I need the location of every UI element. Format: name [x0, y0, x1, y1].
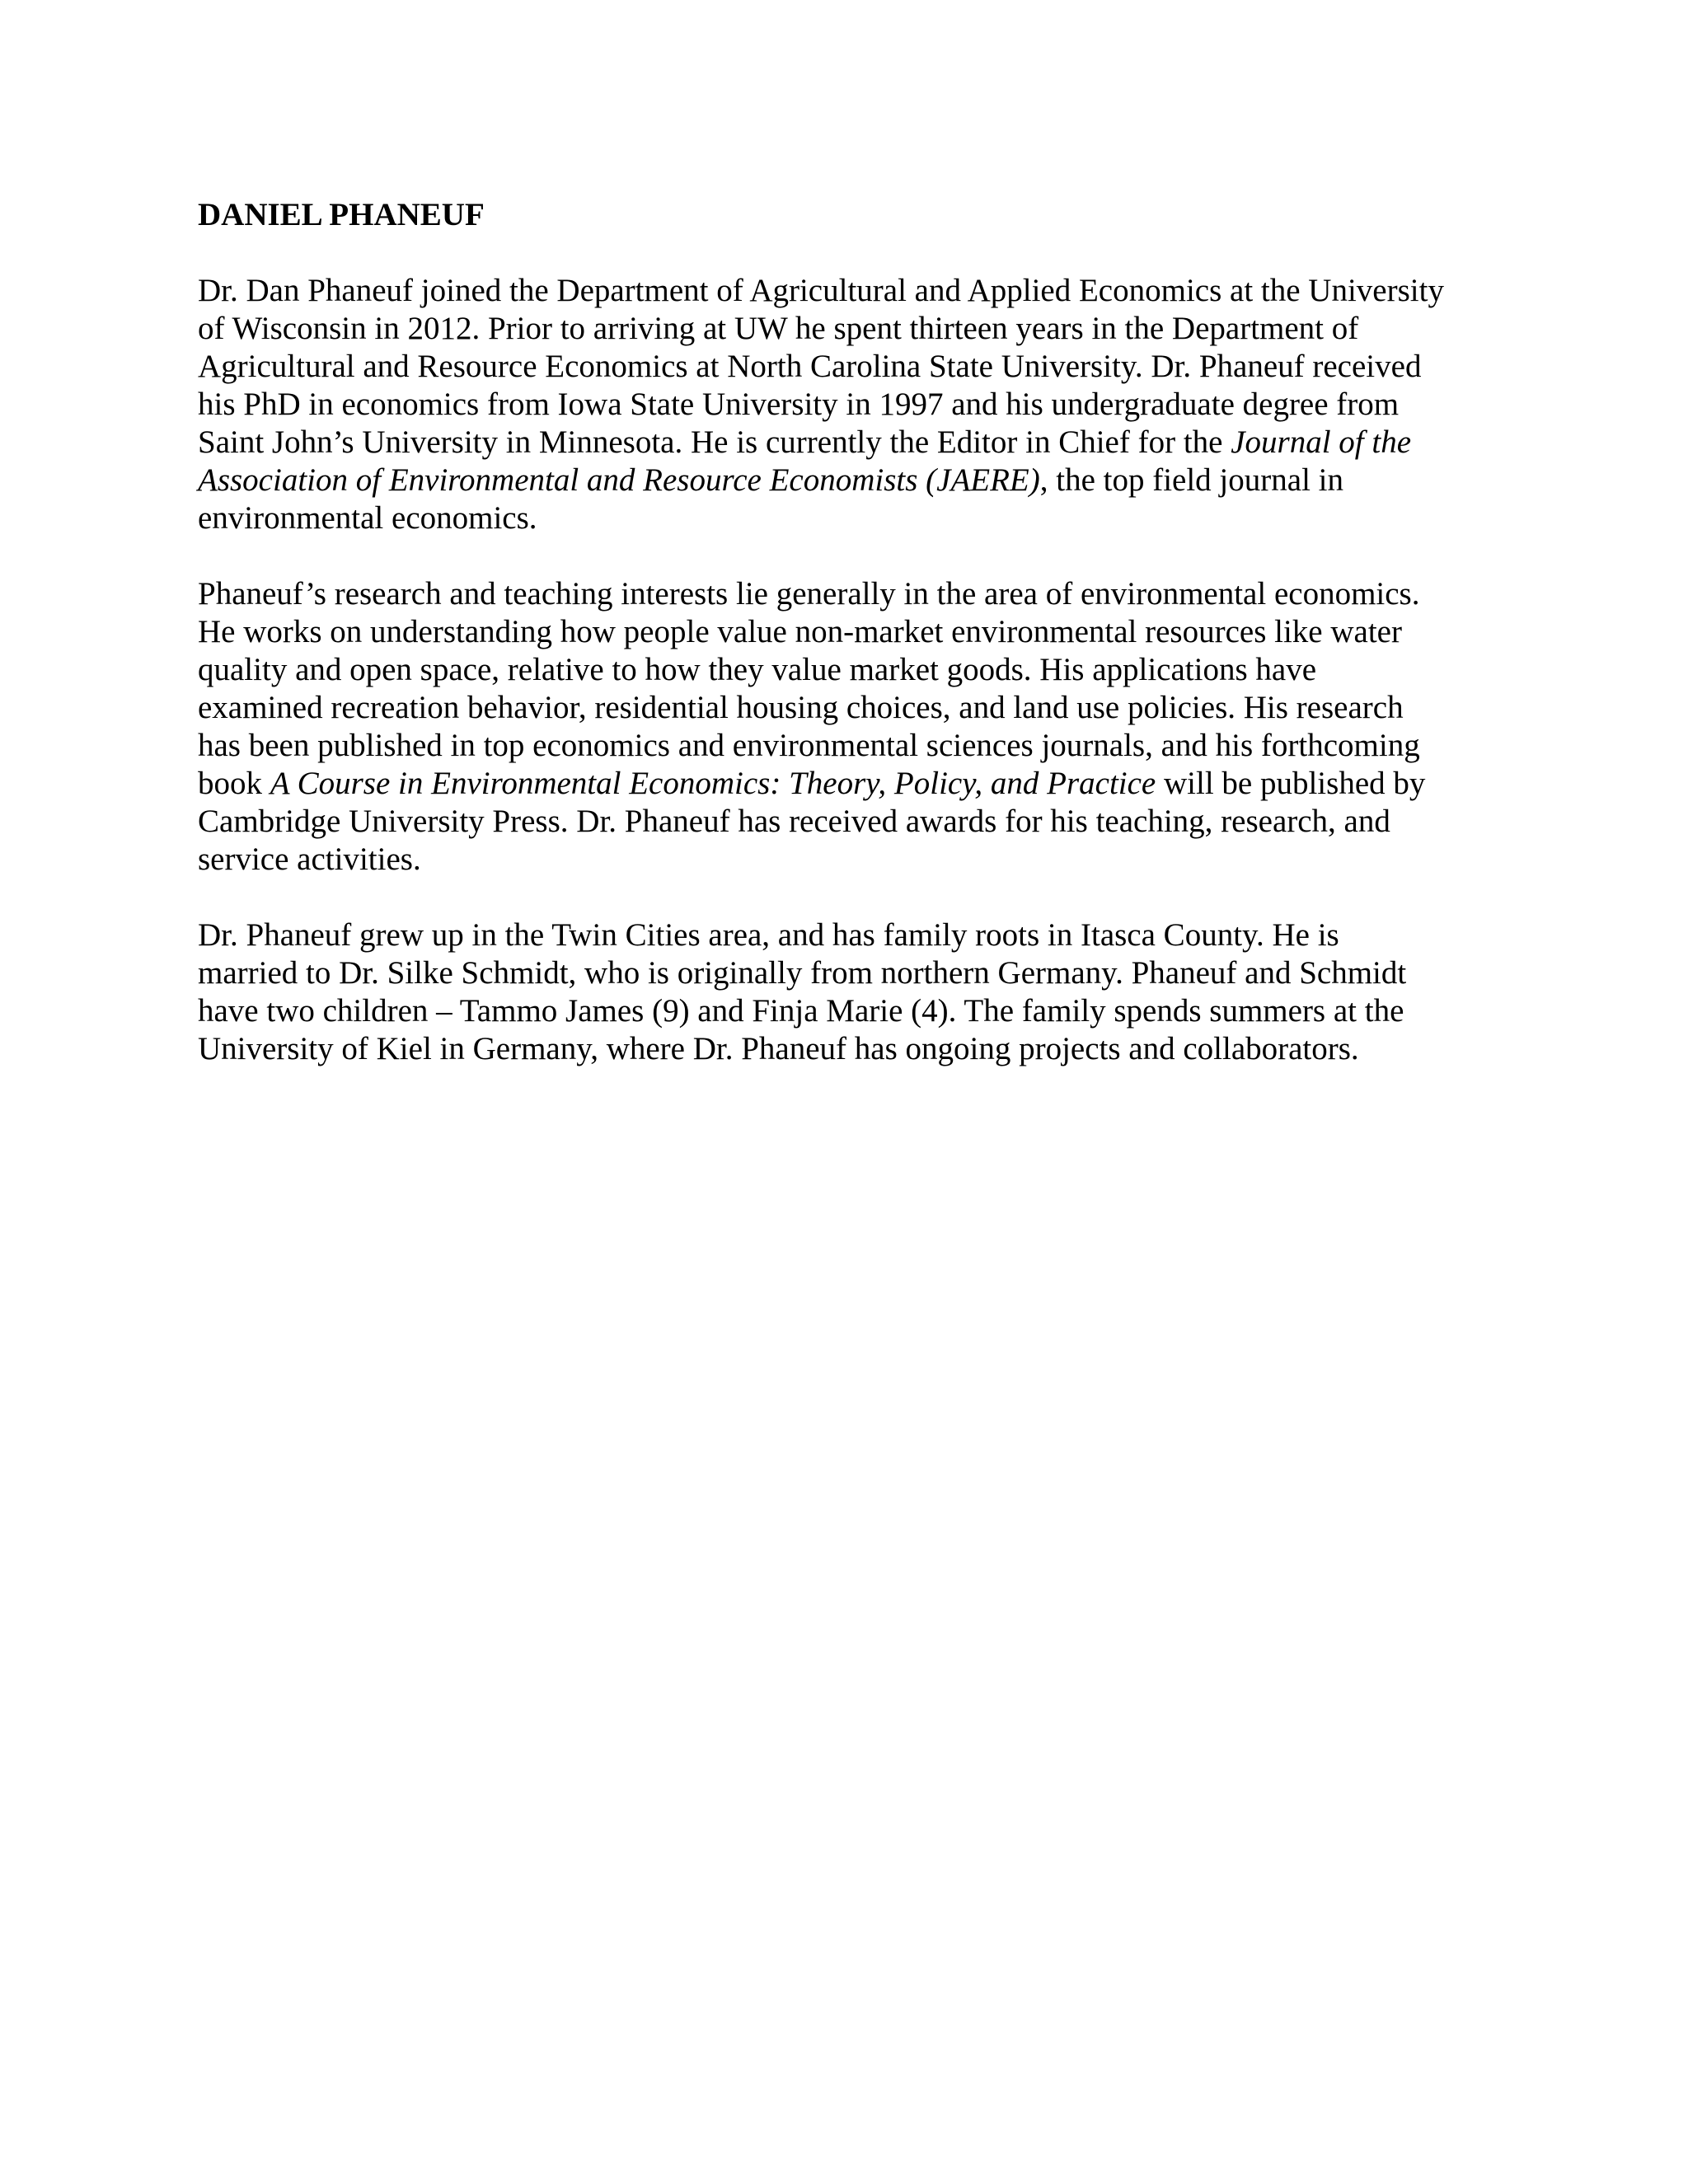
- document-heading: DANIEL PHANEUF: [198, 197, 485, 232]
- text-line: [198, 803, 1508, 841]
- text-segment: Dr. Dan Phaneuf joined the Department of Agricultural and Applied Economics at the University: [198, 273, 1444, 308]
- text-line: [198, 310, 1508, 348]
- text-line: [198, 424, 1508, 462]
- text-line: [198, 348, 1508, 386]
- text-segment: have two children – Tammo James (9) and Finja Marie (4). The family spends summers at the: [198, 993, 1404, 1029]
- italic-text: A Course in Environmental Economics: Theory, Policy, and Practice: [270, 766, 1156, 801]
- text-segment: married to Dr. Silke Schmidt, who is originally from northern Germany. Phaneuf and Schmidt: [198, 955, 1407, 991]
- paragraph-3: [198, 916, 1508, 1068]
- text-segment: Dr. Phaneuf grew up in the Twin Cities area, and has family roots in Itasca County. He is: [198, 917, 1339, 953]
- text-segment: He works on understanding how people value non-market environmental resources like water: [198, 614, 1402, 649]
- text-segment: Phaneuf’s research and teaching interests lie generally in the area of environmental economics.: [198, 576, 1420, 612]
- text-segment: book: [198, 766, 270, 801]
- text-segment: has been published in top economics and environmental sciences journals, and his forthcoming: [198, 728, 1420, 763]
- text-segment: service activities.: [198, 841, 421, 877]
- text-segment: , the top field journal in: [1039, 462, 1343, 498]
- text-segment: Cambridge University Press. Dr. Phaneuf has received awards for his teaching, research, and: [198, 804, 1390, 839]
- text-line: [198, 462, 1508, 499]
- paragraph-2: [198, 575, 1508, 879]
- paragraph-container: [198, 272, 1508, 1068]
- text-line: [198, 1030, 1508, 1068]
- text-segment: Agricultural and Resource Economics at North Carolina State University. Dr. Phaneuf received: [198, 349, 1422, 384]
- text-line: [198, 272, 1508, 310]
- italic-text: Journal of the: [1231, 424, 1412, 460]
- text-line: [198, 954, 1508, 992]
- document-body: [198, 196, 1508, 1106]
- paragraph-1: [198, 272, 1508, 537]
- text-segment: his PhD in economics from Iowa State University in 1997 and his undergraduate degree from: [198, 387, 1400, 422]
- text-line: [198, 613, 1508, 651]
- text-segment: quality and open space, relative to how they value market goods. His applications have: [198, 652, 1317, 687]
- text-line: [198, 916, 1508, 954]
- text-segment: will be published by: [1156, 766, 1426, 801]
- text-line: [198, 841, 1508, 879]
- text-line: [198, 689, 1508, 727]
- text-line: [198, 765, 1508, 803]
- text-segment: Saint John’s University in Minnesota. He is currently the Editor in Chief for the: [198, 424, 1231, 460]
- text-segment: environmental economics.: [198, 500, 537, 536]
- text-segment: University of Kiel in Germany, where Dr. Phaneuf has ongoing projects and collaborators.: [198, 1031, 1359, 1066]
- text-line: [198, 992, 1508, 1030]
- text-segment: examined recreation behavior, residential housing choices, and land use policies. His research: [198, 690, 1404, 725]
- text-line: [198, 499, 1508, 537]
- text-line: [198, 575, 1508, 613]
- text-line: [198, 386, 1508, 424]
- text-segment: of Wisconsin in 2012. Prior to arriving at UW he spent thirteen years in the Department of: [198, 311, 1359, 346]
- text-line: [198, 651, 1508, 689]
- text-line: [198, 727, 1508, 765]
- italic-text: Association of Environmental and Resource Economists (JAERE): [198, 462, 1040, 498]
